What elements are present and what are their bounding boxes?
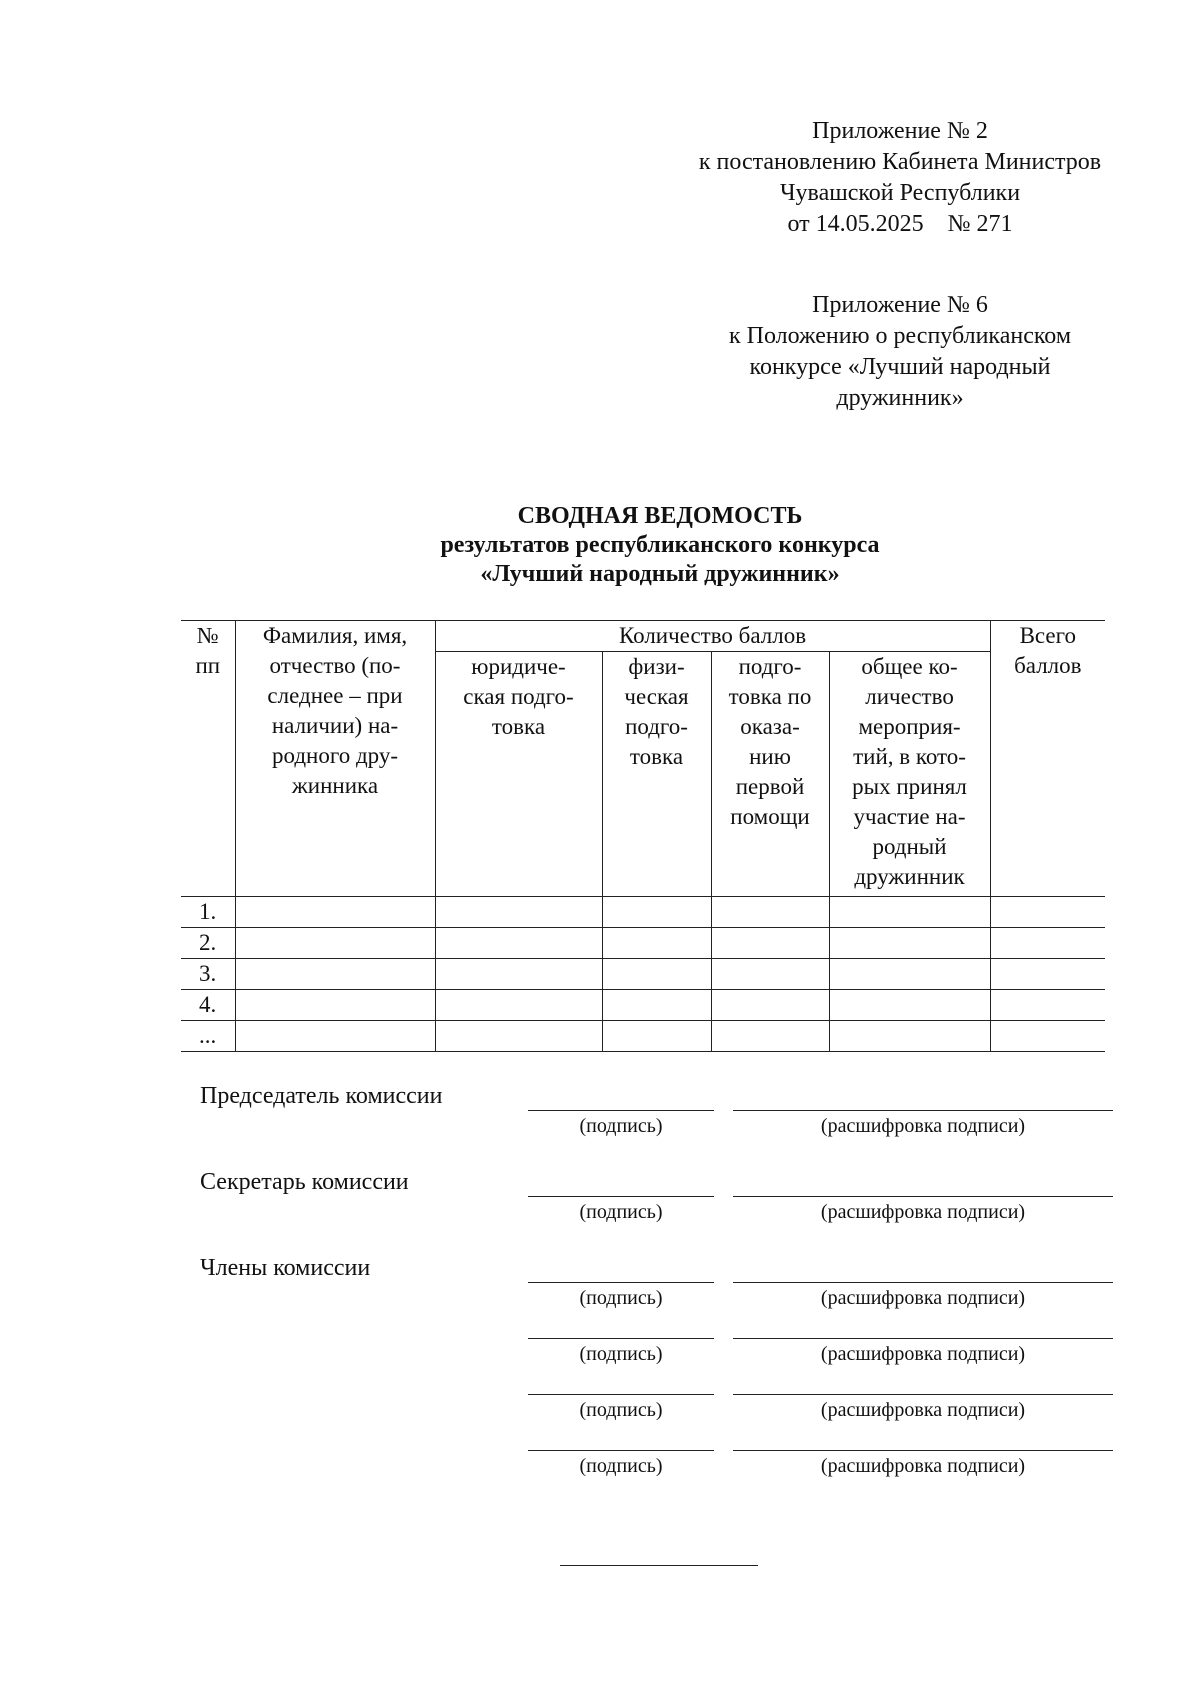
title-line-1: СВОДНАЯ ВЕДОМОСТЬ (517, 503, 803, 529)
legal-cell (435, 990, 602, 1021)
header-first-aid: подго- товка по оказа- нию первой помощи (711, 652, 829, 897)
legal-cell (435, 897, 602, 928)
first-aid-cell (711, 928, 829, 959)
events-cell (829, 1021, 990, 1052)
results-table (181, 620, 1105, 1052)
appendix-6-header (675, 290, 1125, 414)
member-signature-line[interactable] (528, 1338, 714, 1339)
appendix-line: Приложение № 2 (812, 118, 988, 144)
physical-cell (602, 928, 711, 959)
appendix-line: Приложение № 6 (812, 292, 988, 318)
decoding-caption: (расшифровка подписи) (820, 1455, 1026, 1477)
decoding-caption: (расшифровка подписи) (820, 1399, 1026, 1421)
decoding-caption: (расшифровка подписи) (820, 1287, 1026, 1309)
row-number: 1. (181, 897, 235, 928)
signature-caption: (подпись) (579, 1115, 663, 1137)
physical-cell (602, 1021, 711, 1052)
table-row (181, 990, 1105, 1021)
total-cell (990, 897, 1105, 928)
first-aid-cell (711, 959, 829, 990)
total-cell (990, 928, 1105, 959)
events-cell (829, 897, 990, 928)
header-physical: физи- ческая подго- товка (602, 652, 711, 897)
header-events: общее ко- личество мероприя- тий, в кото- рых принял участие на- родный дружинник (829, 652, 990, 897)
signature-caption: (подпись) (579, 1201, 663, 1223)
secretary-decoding-line[interactable] (733, 1196, 1113, 1197)
appendix-line: конкурсе «Лучший народный (749, 354, 1051, 380)
header-total: Всего баллов (990, 621, 1105, 897)
end-of-document-line (560, 1565, 758, 1566)
legal-cell (435, 928, 602, 959)
legal-cell (435, 1021, 602, 1052)
signature-caption: (подпись) (579, 1287, 663, 1309)
document-title (300, 502, 1020, 589)
total-cell (990, 990, 1105, 1021)
events-cell (829, 990, 990, 1021)
appendix-line: от 14.05.2025 № 271 (787, 211, 1013, 237)
member-decoding-line[interactable] (733, 1450, 1113, 1451)
member-decoding-line[interactable] (733, 1282, 1113, 1283)
decoding-caption: (расшифровка подписи) (820, 1201, 1026, 1223)
legal-cell (435, 959, 602, 990)
total-cell (990, 959, 1105, 990)
title-line-2: результатов республиканского конкурса (440, 532, 880, 558)
table-row (181, 959, 1105, 990)
name-cell (235, 928, 435, 959)
name-cell (235, 1021, 435, 1052)
first-aid-cell (711, 990, 829, 1021)
secretary-signature-line[interactable] (528, 1196, 714, 1197)
events-cell (829, 928, 990, 959)
decoding-caption: (расшифровка подписи) (820, 1343, 1026, 1365)
first-aid-cell (711, 1021, 829, 1052)
member-signature-line[interactable] (528, 1394, 714, 1395)
name-cell (235, 990, 435, 1021)
member-decoding-line[interactable] (733, 1338, 1113, 1339)
row-number: 2. (181, 928, 235, 959)
decoding-caption: (расшифровка подписи) (820, 1115, 1026, 1137)
appendix-2-header (675, 116, 1125, 240)
chairman-decoding-line[interactable] (733, 1110, 1113, 1111)
member-decoding-line[interactable] (733, 1394, 1113, 1395)
table-row (181, 897, 1105, 928)
signature-caption: (подпись) (579, 1399, 663, 1421)
physical-cell (602, 897, 711, 928)
table-row (181, 928, 1105, 959)
appendix-line: к Положению о республиканском (728, 323, 1072, 349)
physical-cell (602, 959, 711, 990)
header-points-group: Количество баллов (435, 621, 990, 652)
name-cell (235, 959, 435, 990)
table-row (181, 1021, 1105, 1052)
header-legal: юридиче- ская подго- товка (435, 652, 602, 897)
title-line-3: «Лучший народный дружинник» (480, 561, 840, 587)
appendix-line: Чувашской Республики (779, 180, 1021, 206)
chairman-label: Председатель комиссии (200, 1083, 443, 1109)
members-label: Члены комиссии (200, 1255, 371, 1281)
physical-cell (602, 990, 711, 1021)
row-number: ... (181, 1021, 235, 1052)
events-cell (829, 959, 990, 990)
total-cell (990, 1021, 1105, 1052)
member-signature-line[interactable] (528, 1450, 714, 1451)
row-number: 4. (181, 990, 235, 1021)
header-name: Фамилия, имя, отчество (по- следнее – при наличии) на- родного дру- жинника (235, 621, 435, 897)
appendix-line: к постановлению Кабинета Министров (698, 149, 1102, 175)
appendix-line: дружинник» (836, 385, 964, 411)
signature-caption: (подпись) (579, 1343, 663, 1365)
signature-caption: (подпись) (579, 1455, 663, 1477)
first-aid-cell (711, 897, 829, 928)
header-num: № пп (181, 621, 235, 897)
name-cell (235, 897, 435, 928)
secretary-label: Секретарь комиссии (200, 1169, 409, 1195)
row-number: 3. (181, 959, 235, 990)
chairman-signature-line[interactable] (528, 1110, 714, 1111)
member-signature-line[interactable] (528, 1282, 714, 1283)
